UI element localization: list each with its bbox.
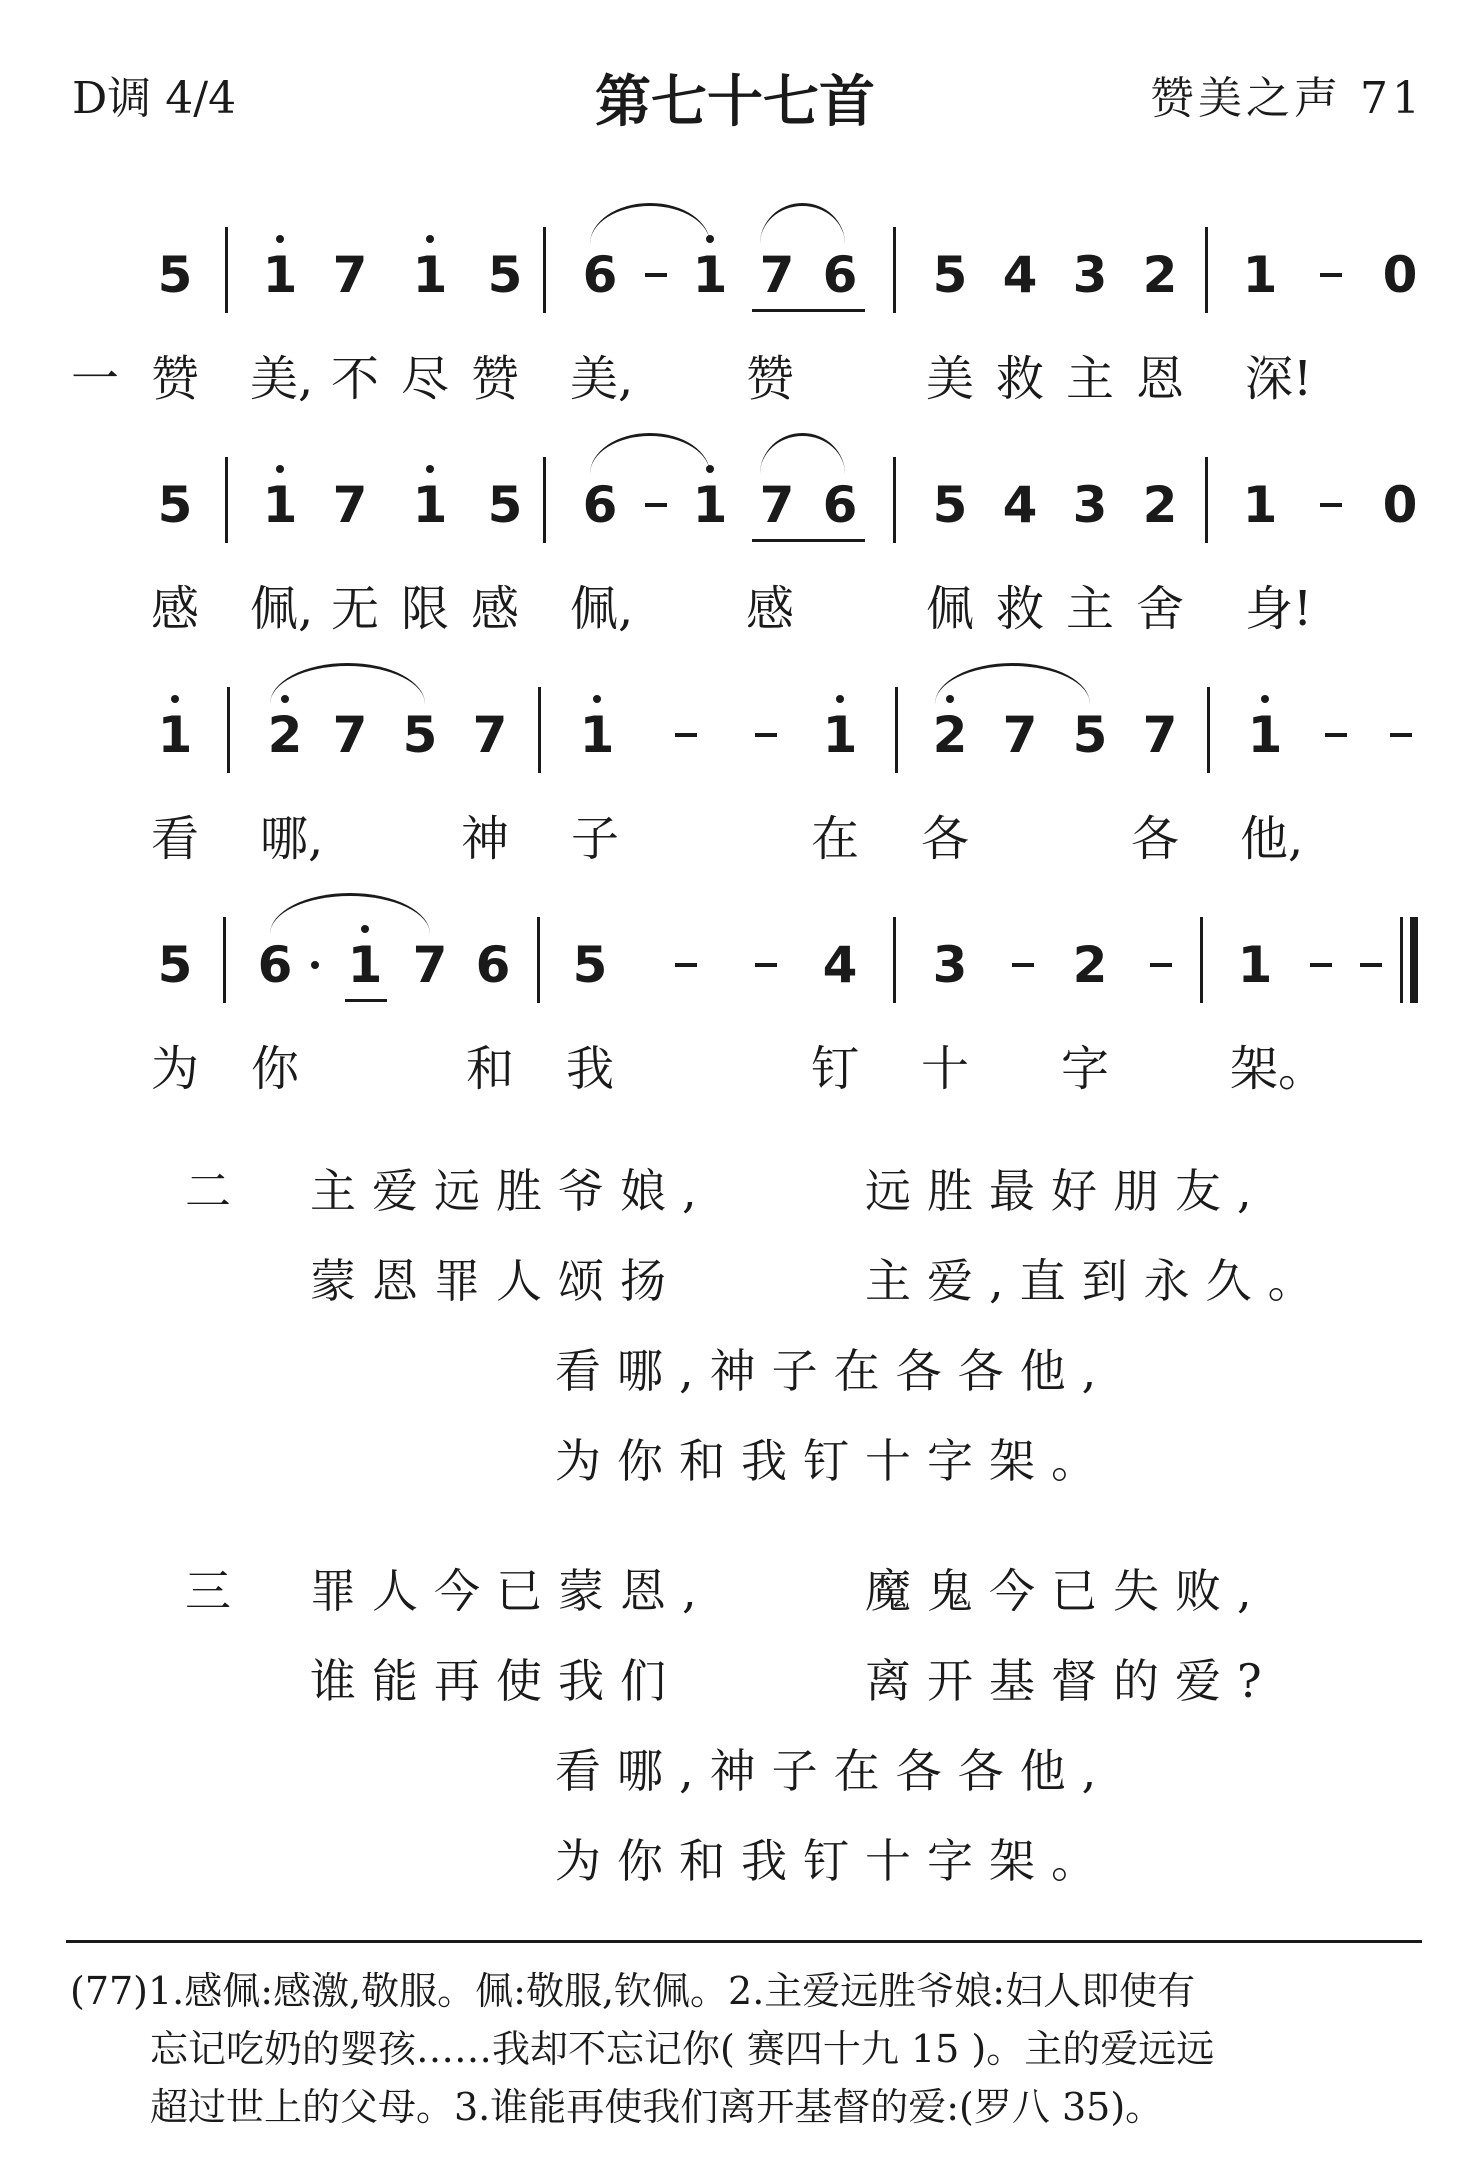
- lyric: 看: [150, 811, 199, 867]
- note: 1: [1242, 476, 1278, 534]
- note: 7: [759, 246, 795, 304]
- note: 2: [267, 706, 303, 764]
- lyric: 赞: [150, 351, 199, 407]
- lyric: 为: [150, 1041, 199, 1097]
- barline: [225, 457, 228, 543]
- barline: [223, 917, 226, 1003]
- note: 0: [1382, 246, 1418, 304]
- barline: [225, 227, 228, 313]
- dash: [1390, 733, 1412, 737]
- verse-2-number: 二: [185, 1164, 247, 1218]
- high-octave-dot: [836, 695, 844, 703]
- verse-2-line-1b: 远胜最好朋友,: [865, 1164, 1268, 1218]
- high-octave-dot: [426, 465, 434, 473]
- note: 7: [1142, 706, 1178, 764]
- verse-2-line-2a: 蒙恩罪人颂扬: [310, 1254, 682, 1308]
- high-octave-dot: [1261, 695, 1269, 703]
- note: 4: [822, 936, 858, 994]
- note: 1: [262, 476, 298, 534]
- lyric: 在: [810, 811, 859, 867]
- final-barline-thick: [1410, 917, 1418, 1003]
- eighth-underline: [345, 999, 387, 1002]
- lyric: 救: [995, 581, 1044, 637]
- footnote-line-3: 超过世上的父母。3.谁能再使我们离开基督的爱:(罗八 35)。: [150, 2085, 1164, 2129]
- high-octave-dot: [593, 695, 601, 703]
- note: 1: [579, 706, 615, 764]
- lyric: 感: [745, 581, 794, 637]
- note: 5: [1072, 706, 1108, 764]
- dash: [1320, 273, 1342, 277]
- lyric: 钉: [810, 1041, 859, 1097]
- barline: [1205, 227, 1208, 313]
- high-octave-dot: [361, 925, 369, 933]
- lyric: 我: [565, 1041, 614, 1097]
- verse-3-line-3: 看哪,神子在各各他,: [555, 1744, 1113, 1798]
- note: 5: [157, 246, 193, 304]
- note: 3: [1072, 246, 1108, 304]
- footnote-divider: [66, 1940, 1422, 1943]
- note: 6: [582, 246, 618, 304]
- lyric: 赞: [470, 351, 519, 407]
- barline: [227, 687, 230, 773]
- dash: [1012, 963, 1034, 967]
- lyric: 舍: [1135, 581, 1184, 637]
- high-octave-dot: [171, 695, 179, 703]
- note: 7: [332, 476, 368, 534]
- verse-3-line-1b: 魔鬼今已失败,: [865, 1564, 1268, 1618]
- high-octave-dot: [706, 465, 714, 473]
- note: 7: [332, 706, 368, 764]
- lyric: 各: [1130, 811, 1179, 867]
- lyric: 主: [1065, 351, 1114, 407]
- lyric: 神: [460, 811, 509, 867]
- note: 4: [1002, 246, 1038, 304]
- lyric: 他,: [1240, 811, 1304, 867]
- note: 2: [1072, 936, 1108, 994]
- note: 7: [332, 246, 368, 304]
- barline: [1205, 457, 1208, 543]
- lyric: 主: [1065, 581, 1114, 637]
- slur: [760, 203, 845, 244]
- note: 5: [487, 476, 523, 534]
- note: 5: [572, 936, 608, 994]
- note: 5: [157, 476, 193, 534]
- high-octave-dot: [276, 465, 284, 473]
- verse-2-line-3: 看哪,神子在各各他,: [555, 1344, 1113, 1398]
- lyric: 无: [330, 581, 379, 637]
- note: 1: [822, 706, 858, 764]
- note: 1: [1242, 246, 1278, 304]
- lyric: 一: [70, 351, 119, 407]
- book-and-page: 赞美之声 71: [1150, 73, 1424, 124]
- lyric: 佩,: [570, 581, 634, 637]
- lyric: 限: [400, 581, 449, 637]
- verse-2-line-1a: 主爱远胜爷娘,: [310, 1164, 713, 1218]
- note: 6: [582, 476, 618, 534]
- lyric: 感: [150, 581, 199, 637]
- note: 6: [822, 476, 858, 534]
- note: 1: [1237, 936, 1273, 994]
- lyric: 佩,: [250, 581, 314, 637]
- barline: [893, 227, 896, 313]
- lyric: 不: [330, 351, 379, 407]
- lyric: 子: [570, 811, 619, 867]
- barline: [1207, 687, 1210, 773]
- high-octave-dot: [946, 695, 954, 703]
- note: 0: [1382, 476, 1418, 534]
- lyric: 赞: [745, 351, 794, 407]
- note: 1: [412, 476, 448, 534]
- dash: [675, 963, 697, 967]
- verse-3-line-2b: 离开基督的爱?: [865, 1654, 1278, 1708]
- note: 7: [1002, 706, 1038, 764]
- lyric: 尽: [400, 351, 449, 407]
- barline: [1200, 917, 1203, 1003]
- barline: [537, 917, 540, 1003]
- hymn-title: 第七十七首: [595, 70, 875, 135]
- note: 5: [157, 936, 193, 994]
- note: 1: [347, 936, 383, 994]
- note: 5: [932, 476, 968, 534]
- high-octave-dot: [276, 235, 284, 243]
- dash: [1310, 963, 1332, 967]
- dash: [1320, 503, 1342, 507]
- note: 3: [1072, 476, 1108, 534]
- lyric: 美,: [250, 351, 314, 407]
- lyric: 和: [465, 1041, 514, 1097]
- barline: [893, 457, 896, 543]
- lyric: 佩: [925, 581, 974, 637]
- lyric: 美: [925, 351, 974, 407]
- note: 1: [1247, 706, 1283, 764]
- verse-3-line-2a: 谁能再使我们: [310, 1654, 682, 1708]
- eighth-underline: [752, 539, 865, 542]
- lyric: 哪,: [260, 811, 324, 867]
- lyric: 救: [995, 351, 1044, 407]
- verse-2-line-2b: 主爱,直到永久。: [865, 1254, 1330, 1308]
- barline: [893, 917, 896, 1003]
- dash: [645, 273, 667, 277]
- lyric: 恩: [1135, 351, 1184, 407]
- note: 1: [412, 246, 448, 304]
- note: 6: [257, 936, 293, 994]
- lyric: 十: [920, 1041, 969, 1097]
- lyrics-line-2: [0, 570, 1470, 690]
- verse-3-line-4: 为你和我钉十字架。: [555, 1834, 1113, 1888]
- verse-2-line-4: 为你和我钉十字架。: [555, 1434, 1113, 1488]
- lyric: 感: [470, 581, 519, 637]
- key-and-time-signature: D调 4/4: [72, 73, 237, 124]
- lyrics-line-1: [0, 340, 1470, 460]
- high-octave-dot: [706, 235, 714, 243]
- note: 5: [487, 246, 523, 304]
- dash: [755, 733, 777, 737]
- dash: [755, 963, 777, 967]
- verse-3-line-1a: 罪人今已蒙恩,: [310, 1564, 713, 1618]
- barline: [543, 457, 546, 543]
- dash: [645, 503, 667, 507]
- dash: [1325, 733, 1347, 737]
- lyrics-line-3: [0, 800, 1470, 920]
- note: 7: [412, 936, 448, 994]
- dash: [1360, 963, 1382, 967]
- high-octave-dot: [426, 235, 434, 243]
- note: 4: [1002, 476, 1038, 534]
- dash: [1150, 963, 1172, 967]
- note: 5: [402, 706, 438, 764]
- final-barline-thin: [1400, 917, 1403, 1003]
- note: 7: [472, 706, 508, 764]
- barline: [895, 687, 898, 773]
- note: 1: [157, 706, 193, 764]
- note: 2: [932, 706, 968, 764]
- barline: [543, 227, 546, 313]
- lyric: 架。: [1230, 1041, 1327, 1097]
- note: 6: [475, 936, 511, 994]
- lyric: 各: [920, 811, 969, 867]
- lyric: 美,: [570, 351, 634, 407]
- note: 1: [692, 476, 728, 534]
- lyric: 身!: [1245, 581, 1313, 637]
- note: 6: [822, 246, 858, 304]
- note: 2: [1142, 476, 1178, 534]
- note: 5: [932, 246, 968, 304]
- footnote-line-2: 忘记吃奶的婴孩……我却不忘记你( 赛四十九 15 )。主的爱远远: [150, 2027, 1215, 2071]
- note: 7: [759, 476, 795, 534]
- lyric: 你: [250, 1041, 299, 1097]
- dash: [675, 733, 697, 737]
- lyric: 字: [1060, 1041, 1109, 1097]
- eighth-underline: [752, 309, 865, 312]
- barline: [538, 687, 541, 773]
- note: 1: [262, 246, 298, 304]
- high-octave-dot: [281, 695, 289, 703]
- dotted-note-dot: [311, 961, 319, 969]
- note: 2: [1142, 246, 1178, 304]
- lyric: 深!: [1245, 351, 1313, 407]
- lyrics-line-4: [0, 1030, 1470, 1150]
- slur: [590, 203, 710, 244]
- note: 1: [692, 246, 728, 304]
- verse-3-number: 三: [185, 1564, 247, 1618]
- footnote-line-1: (77)1.感佩:感激,敬服。佩:敬服,钦佩。2.主爱远胜爷娘:妇人即使有: [70, 1969, 1196, 2013]
- note: 3: [932, 936, 968, 994]
